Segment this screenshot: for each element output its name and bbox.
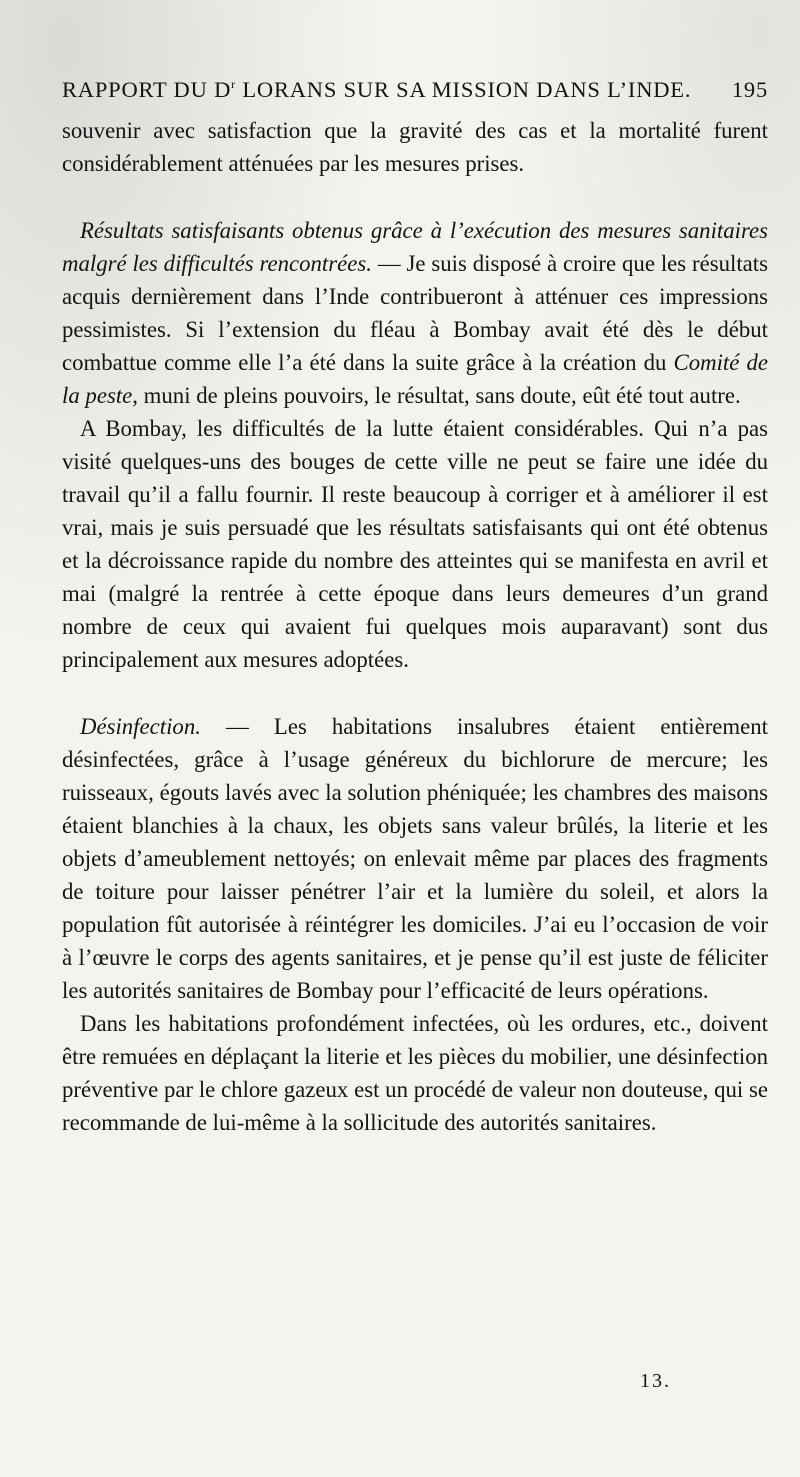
section-spacer — [62, 180, 768, 214]
header-title-superscript: r — [231, 77, 236, 91]
header-title-main: RAPPORT DU D — [62, 77, 232, 102]
paragraph-desinfection — [62, 710, 768, 1007]
paragraph-habitations: Dans les habitations profondément infectées, où les ordures, etc., doivent être remuées en déplaçant la literie et les pièces du mobilier, une désinfection préventive par le chlore gazeux est un procédé de valeur non douteuse, qui se recommande de lui-même à la sollicitude des autorités sanitaires. — [62, 1011, 768, 1135]
paragraph-continuation: souvenir avec satisfaction que la gravité des cas et la mortalité furent considérablement atténuées par les mesures prises. — [62, 118, 768, 176]
paragraph-text: Les habitations insalubres étaient entièrement désinfectées, grâce à l’usage généreux du bichlorure de mercure; les ruisseaux, égouts lavés avec la solution phéniquée; les chambres des maisons étaient blanchies à la chaux, les objets sans valeur brûlés, la literie et les objets d’ameublement nettoyés; on enlevait même par places des fragments de toiture pour laisser pénétrer l’air et la lumière du soleil, et alors la population fût autorisée à réintégrer les domiciles. J’ai eu l’occasion de voir à l’œuvre le corps des agents sanitaires, et je pense qu’il est juste de féliciter les autorités sanitaires de Bombay pour l’efficacité de leurs opérations. — [62, 714, 768, 1003]
section-heading-resultats: Résultats satisfaisants obtenus grâce à l’exécution des mesures sanitaires malgré les difficultés rencontrées. — [62, 218, 768, 276]
paragraph-text: Je suis disposé à croire que les résultats acquis dernièrement dans l’Inde contribueront à atténuer ces impressions pessimistes. Si l’extension du fléau à Bombay avait été dès le début combattue comme elle l’a été dans la suite grâce à la création du — [62, 251, 768, 375]
section-heading-desinfection: Désinfection. — [80, 714, 201, 739]
page-number: 195 — [731, 77, 768, 102]
paragraph-resultats — [62, 214, 768, 412]
paragraph-bombay: A Bombay, les difficultés de la lutte étaient considérables. Qui n’a pas visité quelques-uns des bouges de cette ville ne peut se faire une idée du travail qu’il a fallu fournir. Il reste beaucoup à corriger et à améliorer il est vrai, mais je suis persuadé que les résultats satisfaisants qui ont été obtenus et la décroissance rapide du nombre des atteintes qui se manifesta en avril et mai (malgré la rentrée à cette époque dans leurs demeures d’un grand nombre de ceux qui avaient fui quelques mois auparavant) sont dus principalement aux mesures adoptées. — [62, 416, 768, 672]
header-title-rest: LORANS SUR SA MISSION DANS L’INDE. — [235, 77, 692, 102]
body-text — [62, 114, 768, 1139]
heading-dash: — — [200, 714, 274, 739]
heading-dash: — — [371, 251, 407, 276]
paragraph-text: , muni de pleins pouvoirs, le résultat, sans doute, eût été tout autre. — [132, 383, 741, 408]
italic-term: Comité de la peste — [62, 350, 769, 408]
header-title — [62, 76, 691, 104]
running-header — [62, 76, 768, 104]
section-spacer — [62, 676, 768, 710]
signature-mark: 13. — [640, 1370, 671, 1392]
